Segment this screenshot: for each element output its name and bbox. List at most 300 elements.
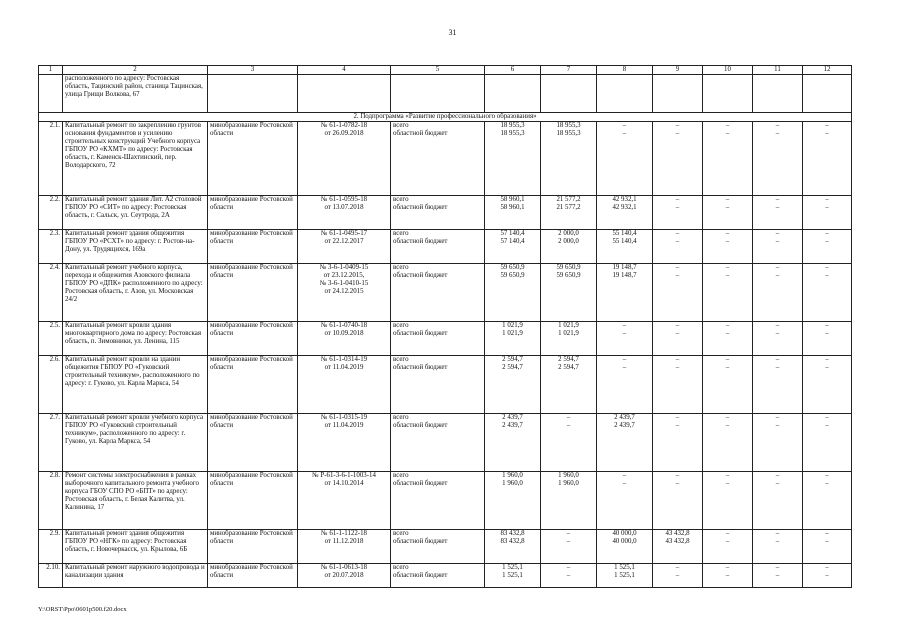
funding-source [391,229,485,263]
amount-c12-line: – [825,529,829,537]
amount-c8-line: 2 439,7 [614,413,635,421]
section-title: 2. Подпрограмма «Развитие профессионального образования» [39,112,852,121]
column-number: 2 [63,66,208,75]
responsible-org: минобразование Ростовской области [208,471,298,529]
amount-c8-line: 19 148,7 [612,271,637,279]
object-name: Ремонт системы электроснабжения в рамках выборочного капитального ремонта учебного корпуса ГБОУ СПО РО «БПТ» по адресу: Ростовская область, г. Белая Калитва, ул. Калинина, 17 [63,471,208,529]
amount-c12-line: – [825,355,829,363]
amount-c12 [803,355,852,413]
funding-source-line: всего [393,321,409,329]
amount-c6-line: 1 021,9 [502,321,523,329]
amount-c7-line: 21 577,2 [556,203,581,211]
amount-c10-line: – [725,129,730,137]
amount-c12-line: – [825,329,829,337]
amount-c11 [753,263,803,321]
funding-source [391,529,485,563]
amount-c9-line: – [675,363,680,371]
amount-c11-line: – [775,563,780,571]
funding-source [391,263,485,321]
row-number: 2.10. [39,563,63,587]
amount-c12-line: – [825,203,829,211]
expertise-doc-line: от 26.09.2018 [324,129,364,137]
expertise-doc-line: от 13.07.2018 [324,203,364,211]
amount-c11-line: – [775,537,780,545]
amount-c7-line: – [566,537,571,545]
amount-c7-line: 1 021,9 [558,321,579,329]
amount-c12 [803,529,852,563]
amount-c12-line: – [825,129,829,137]
amount-c6 [485,121,541,195]
amount-c10-line: – [725,471,730,479]
amount-c12-line: – [825,471,829,479]
amount-c10-line: – [725,263,730,271]
expertise-doc-line: от 20.07.2018 [324,571,364,579]
amount-c9-line: 43 432,8 [665,537,690,545]
amount-c9 [653,263,703,321]
funding-source-line: областной бюджет [393,479,448,487]
amount-c7 [541,195,597,229]
amount-c11-line: – [775,471,780,479]
amount-c8-line: 40 000,0 [612,537,637,545]
amount-c11 [753,229,803,263]
column-number: 9 [653,66,703,75]
amount-c11 [753,471,803,529]
amount-c7-line: 59 650,9 [556,271,581,279]
amount-c7 [541,121,597,195]
amount-c9 [653,321,703,355]
row-number: 2.5. [39,321,63,355]
table-row [39,195,852,229]
amount-c9-line: – [675,271,680,279]
amount-c9-line: – [675,263,680,271]
amount-c6-line: 1 525,1 [502,571,523,579]
amount-c12-line: – [825,121,829,129]
amount-c11 [753,563,803,587]
section-row [39,112,852,121]
funding-source-line: областной бюджет [393,363,448,371]
amount-c9-line: – [675,479,680,487]
amount-c9 [653,229,703,263]
amount-c6-line: 58 960,1 [500,195,525,203]
expertise-doc-line: от 24.12.2015 [324,287,364,295]
amount-c8 [597,321,653,355]
expertise-doc [298,263,391,321]
amount-c10-line: – [725,479,730,487]
object-name: Капитальный ремонт учебного корпуса, перехода и общежития Азовского филиала ГБПОУ РО «ДПК» расположенного по адресу: Ростовская область, г. Азов, ул. Московская 24/2 [63,263,208,321]
amount-c6-line: 2 439,7 [502,421,523,429]
amount-c10-line: – [725,355,730,363]
amount-c8 [597,263,653,321]
row-number: 2.3. [39,229,63,263]
amount-c11-line: – [775,195,780,203]
amount-c7-line: 18 955,3 [556,121,581,129]
amount-c6 [485,563,541,587]
table-row [39,121,852,195]
amount-c8-line: – [622,355,627,363]
amount-c7 [541,263,597,321]
amount-c10 [703,413,753,471]
amount-c6-line: 18 955,3 [500,129,525,137]
row-number: 2.1. [39,121,63,195]
object-name: Капитальный ремонт здания общежития ГБПОУ РО «НГК» по адресу: Ростовская область, г. Новочеркасск, ул. Крылова, 6Б [63,529,208,563]
column-number: 11 [753,66,803,75]
expertise-doc [298,321,391,355]
responsible-org: минобразование Ростовской области [208,263,298,321]
amount-c12-line: – [825,271,829,279]
responsible-org: минобразование Ростовской области [208,355,298,413]
expertise-doc-line: № 61-1-0595-18 [320,195,368,203]
funding-source-line: всего [393,355,409,363]
amount-c9-line: – [675,229,680,237]
object-name: Капитальный ремонт по закреплению грунтов основания фундаментов и усилению строительных конструкций Учебного корпуса ГБПОУ РО «КХМТ» по адресу: Ростовская область, г. Каменск-Шахтинский, пер. Володарского, 72 [63,121,208,195]
amount-c6 [485,413,541,471]
amount-c10 [703,229,753,263]
funding-source-line: областной бюджет [393,571,448,579]
expertise-doc-line: от 10.09.2018 [324,329,364,337]
amount-c6-line: 83 432,8 [500,529,525,537]
amount-c12-line: – [825,237,829,245]
expertise-doc [298,355,391,413]
funding-source-line: областной бюджет [393,129,448,137]
amount-c11-line: – [775,413,780,421]
row-number: 2.9. [39,529,63,563]
amount-c6 [485,195,541,229]
amount-c7-line: – [566,571,571,579]
funding-source [391,321,485,355]
responsible-org: минобразование Ростовской области [208,321,298,355]
amount-c10 [703,529,753,563]
amount-c12 [803,195,852,229]
responsible-org: минобразование Ростовской области [208,229,298,263]
amount-c9-line: – [675,321,680,329]
amount-c12-line: – [825,229,829,237]
funding-source [391,471,485,529]
funding-source [391,355,485,413]
amount-c11 [753,321,803,355]
object-name: Капитальный ремонт здания общежития ГБПОУ РО «РСХТ» по адресу: г. Ростов-на-Дону, ул. Трудящихся, 169а [63,229,208,263]
amount-c6-line: 58 960,1 [500,203,525,211]
expertise-doc-line: № 3-6-1-0409-15 [319,263,369,271]
amount-c7-line: – [566,413,571,421]
footer-file-path: Y:\ORST\Ppo\0601p500.f20.docx [38,606,127,613]
table-row [39,563,852,587]
amount-c8-line: 1 525,1 [614,571,635,579]
amount-c11-line: – [775,571,780,579]
amount-c11-line: – [775,355,780,363]
amount-c8-line: 19 148,7 [612,263,637,271]
amount-c6-line: 83 432,8 [500,537,525,545]
responsible-org: минобразование Ростовской области [208,121,298,195]
amount-c11-line: – [775,363,780,371]
amount-c6 [485,529,541,563]
table-row [39,471,852,529]
responsible-org: минобразование Ростовской области [208,563,298,587]
column-number: 3 [208,66,298,75]
column-number: 4 [298,66,391,75]
amount-c6-line: 18 955,3 [500,121,525,129]
funding-source [391,563,485,587]
amount-c7-line: 1 960,0 [558,471,579,479]
amount-c10-line: – [725,195,730,203]
amount-c10-line: – [725,537,730,545]
amount-c10 [703,263,753,321]
amount-c7 [541,529,597,563]
amount-c11-line: – [775,321,780,329]
row-number: 2.8. [39,471,63,529]
funding-source [391,195,485,229]
funding-source [391,413,485,471]
amount-c9-line: – [675,471,680,479]
amount-c6-line: 59 650,9 [500,263,525,271]
amount-c10-line: – [725,571,730,579]
amount-c7-line: 21 577,2 [556,195,581,203]
funding-source-line: всего [393,471,409,479]
amount-c9 [653,529,703,563]
expertise-doc-line: от 14.10.2014 [324,479,364,487]
amount-c9-line: – [675,195,680,203]
amount-c8-line: – [622,121,627,129]
amount-c12 [803,263,852,321]
amount-c8 [597,471,653,529]
amount-c12-line: – [825,571,829,579]
table-row [39,529,852,563]
amount-c10 [703,195,753,229]
funding-source-line: всего [393,263,409,271]
amount-c7 [541,471,597,529]
amount-c12-line: – [825,363,829,371]
amount-c10-line: – [725,229,730,237]
amount-c11-line: – [775,129,780,137]
amount-c12-line: – [825,263,829,271]
funding-source-line: всего [393,195,409,203]
amount-c9-line: – [675,421,680,429]
amount-c12 [803,121,852,195]
amount-c8 [597,195,653,229]
page-number: 31 [448,28,457,37]
column-number: 10 [703,66,753,75]
amount-c8-line: 55 140,4 [612,229,637,237]
expertise-doc-line: № 3-6-1-0410-15 [319,279,369,287]
amount-c6 [485,355,541,413]
amount-c7-line: 18 955,3 [556,129,581,137]
amount-c6-line: 1 021,9 [502,329,523,337]
amount-c8-line: 40 000,0 [612,529,637,537]
amount-c7-line: – [566,529,571,537]
amount-c7-line: 2 594,7 [558,363,579,371]
column-number: 1 [39,66,63,75]
amount-c11-line: – [775,229,780,237]
amount-c10-line: – [725,329,730,337]
amount-c7 [541,413,597,471]
amount-c6-line: 2 594,7 [502,363,523,371]
amount-c12-line: – [825,421,829,429]
expertise-doc [298,229,391,263]
amount-c7 [541,563,597,587]
continuation-name: расположенного по адресу: Ростовская область, Тацинский район, станица Тацинская, улица Грищи Волкова, 67 [63,74,208,112]
amount-c8-line: 55 140,4 [612,237,637,245]
funding-source-line: областной бюджет [393,237,448,245]
amount-c10 [703,471,753,529]
amount-c12 [803,413,852,471]
amount-c8 [597,355,653,413]
amount-c10-line: – [725,413,730,421]
amount-c10-line: – [725,563,730,571]
amount-c7-line: – [566,563,571,571]
table-row [39,263,852,321]
expertise-doc [298,471,391,529]
expertise-doc-line: № 61-1-0314-19 [320,355,368,363]
amount-c7-line: 1 960,0 [558,479,579,487]
continuation-row [39,74,852,112]
expertise-doc-line: № 61-1-0613-18 [320,563,368,571]
amount-c8-line: 42 932,1 [612,203,637,211]
amount-c12-line: – [825,195,829,203]
amount-c12-line: – [825,563,829,571]
funding-source-line: всего [393,529,409,537]
table-row [39,355,852,413]
amount-c6-line: 2 439,7 [502,413,523,421]
amount-c11-line: – [775,329,780,337]
expertise-doc-line: № 61-1-0315-19 [320,413,368,421]
amount-c12-line: – [825,537,829,545]
amount-c11-line: – [775,203,780,211]
program-table [38,65,852,588]
amount-c11-line: – [775,479,780,487]
amount-c7-line: 59 650,9 [556,263,581,271]
amount-c7-line: 2 000,0 [558,237,579,245]
amount-c9-line: – [675,129,680,137]
amount-c6-line: 1 960,0 [502,471,523,479]
amount-c8-line: – [622,471,627,479]
amount-c8 [597,563,653,587]
amount-c9 [653,413,703,471]
column-number: 5 [391,66,485,75]
amount-c12 [803,229,852,263]
amount-c6 [485,229,541,263]
amount-c9 [653,355,703,413]
object-name: Капитальный ремонт наружного водопровода и канализации здания [63,563,208,587]
amount-c11 [753,355,803,413]
amount-c10 [703,563,753,587]
amount-c6 [485,321,541,355]
amount-c10 [703,355,753,413]
expertise-doc-line: № 61-1-0495-17 [320,229,368,237]
funding-source-line: областной бюджет [393,537,448,545]
amount-c7-line: 1 021,9 [558,329,579,337]
funding-source-line: всего [393,413,409,421]
amount-c12 [803,563,852,587]
amount-c10 [703,121,753,195]
amount-c11-line: – [775,121,780,129]
table-row [39,229,852,263]
amount-c9-line: – [675,121,680,129]
amount-c8-line: – [622,363,627,371]
amount-c9-line: 43 432,8 [665,529,690,537]
amount-c7 [541,355,597,413]
funding-source-line: областной бюджет [393,421,448,429]
amount-c11-line: – [775,421,780,429]
funding-source-line: всего [393,121,409,129]
amount-c6-line: 57 140,4 [500,229,525,237]
expertise-doc-line: от 11.04.2019 [324,363,364,371]
expertise-doc-line: от 11.12.2018 [324,537,364,545]
row-number: 2.6. [39,355,63,413]
object-name: Капитальный ремонт кровли здания многоквартирного дома по адресу: Ростовская область, п. Зимовники, ул. Ленина, 115 [63,321,208,355]
row-number: 2.2. [39,195,63,229]
expertise-doc-line: от 23.12.2015, [323,271,365,279]
amount-c8-line: 42 932,1 [612,195,637,203]
amount-c11 [753,413,803,471]
expertise-doc [298,529,391,563]
row-number: 2.7. [39,413,63,471]
expertise-doc [298,195,391,229]
amount-c11-line: – [775,263,780,271]
amount-c9-line: – [675,237,680,245]
column-number: 7 [541,66,597,75]
amount-c11-line: – [775,237,780,245]
amount-c6-line: 57 140,4 [500,237,525,245]
amount-c7 [541,229,597,263]
funding-source [391,121,485,195]
amount-c12 [803,471,852,529]
column-number: 12 [803,66,852,75]
amount-c6-line: 1 525,1 [502,563,523,571]
amount-c10 [703,321,753,355]
amount-c8 [597,529,653,563]
amount-c12-line: – [825,479,829,487]
funding-source-line: всего [393,229,409,237]
amount-c11 [753,529,803,563]
table-row [39,413,852,471]
expertise-doc-line: № 61-1-0740-18 [320,321,368,329]
amount-c11-line: – [775,271,780,279]
amount-c12-line: – [825,321,829,329]
amount-c10-line: – [725,237,730,245]
column-number: 8 [597,66,653,75]
amount-c11-line: – [775,529,780,537]
amount-c8-line: – [622,321,627,329]
column-number-header [39,66,852,75]
amount-c8-line: – [622,479,627,487]
funding-source-line: областной бюджет [393,329,448,337]
funding-source-line: областной бюджет [393,203,448,211]
object-name: Капитальный ремонт здания Лит. А2 столовой ГБПОУ РО «СИТ» по адресу: Ростовская область, г. Сальск, ул. Сеутрода, 2А [63,195,208,229]
expertise-doc-line: № 61-1-0782-18 [320,121,368,129]
amount-c9-line: – [675,203,680,211]
amount-c10-line: – [725,363,730,371]
amount-c6-line: 59 650,9 [500,271,525,279]
amount-c7 [541,321,597,355]
expertise-doc-line: от 11.04.2019 [324,421,364,429]
amount-c9 [653,195,703,229]
amount-c10-line: – [725,271,730,279]
amount-c8 [597,413,653,471]
amount-c8-line: 2 439,7 [614,421,635,429]
row-number: 2.4. [39,263,63,321]
amount-c6-line: 2 594,7 [502,355,523,363]
responsible-org: минобразование Ростовской области [208,529,298,563]
amount-c10-line: – [725,121,730,129]
expertise-doc [298,563,391,587]
expertise-doc-line: № Р-61-3-6-1-1003-14 [312,471,376,479]
object-name: Капитальный ремонт кровли учебного корпуса ГБПОУ РО «Гуковский строительный техникум», расположенного по адресу: г. Гуково, ул. Карла Маркса, 54 [63,413,208,471]
amount-c8-line: 1 525,1 [614,563,635,571]
responsible-org: минобразование Ростовской области [208,195,298,229]
amount-c12 [803,321,852,355]
amount-c7-line: 2 594,7 [558,355,579,363]
amount-c9 [653,563,703,587]
amount-c9-line: – [675,571,680,579]
